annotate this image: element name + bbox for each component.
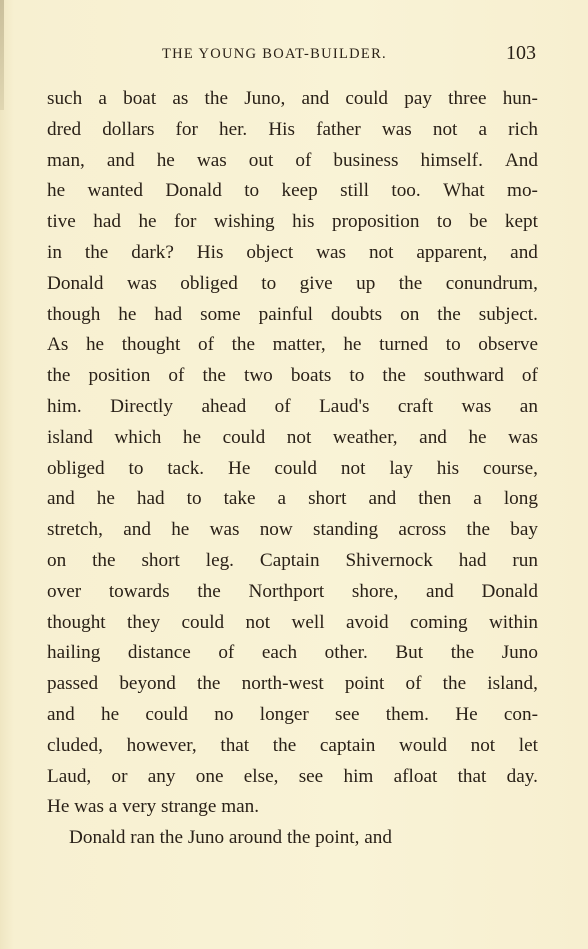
text-line: stretch, and he was now standing across the bay	[47, 519, 538, 541]
text-line: the position of the two boats to the southward of	[47, 365, 538, 387]
text-line: Donald was obliged to give up the conundrum,	[47, 272, 538, 294]
text-line: and he could no longer see them. He con-	[47, 703, 538, 725]
text-line: man, and he was out of business himself. And	[47, 149, 538, 171]
text-line: hailing distance of each other. But the Juno	[47, 642, 538, 664]
page-number: 103	[506, 42, 536, 64]
paragraph-end-line: He was a very strange man.	[47, 796, 260, 818]
text-line: obliged to tack. He could not lay his course,	[47, 457, 538, 479]
text-line: cluded, however, that the captain would not let	[47, 734, 538, 756]
paragraph-start-line: Donald ran the Juno around the point, and	[69, 827, 392, 849]
text-line: on the short leg. Captain Shivernock had run	[47, 549, 538, 571]
text-line: As he thought of the matter, he turned to observe	[47, 334, 538, 356]
binding-edge	[0, 0, 4, 110]
text-line: such a boat as the Juno, and could pay three hun-	[47, 88, 538, 109]
text-line: dred dollars for her. His father was not a rich	[47, 118, 538, 140]
text-line: thought they could not well avoid coming within	[47, 611, 538, 633]
text-line: passed beyond the north-west point of the island,	[47, 673, 538, 695]
text-line: Laud, or any one else, see him afloat that day.	[47, 765, 538, 787]
body-text	[47, 84, 538, 854]
text-line: though he had some painful doubts on the subject.	[47, 303, 538, 325]
text-line: he wanted Donald to keep still too. What mo-	[47, 180, 538, 202]
running-head-title: THE YOUNG BOAT-BUILDER.	[162, 46, 387, 62]
text-line: tive had he for wishing his proposition to be kept	[47, 211, 538, 233]
text-line: him. Directly ahead of Laud's craft was an	[47, 395, 538, 417]
text-line: island which he could not weather, and he was	[47, 426, 538, 448]
text-line: in the dark? His object was not apparent, and	[47, 241, 538, 263]
text-line: and he had to take a short and then a long	[47, 488, 538, 510]
text-line: over towards the Northport shore, and Donald	[47, 580, 538, 602]
